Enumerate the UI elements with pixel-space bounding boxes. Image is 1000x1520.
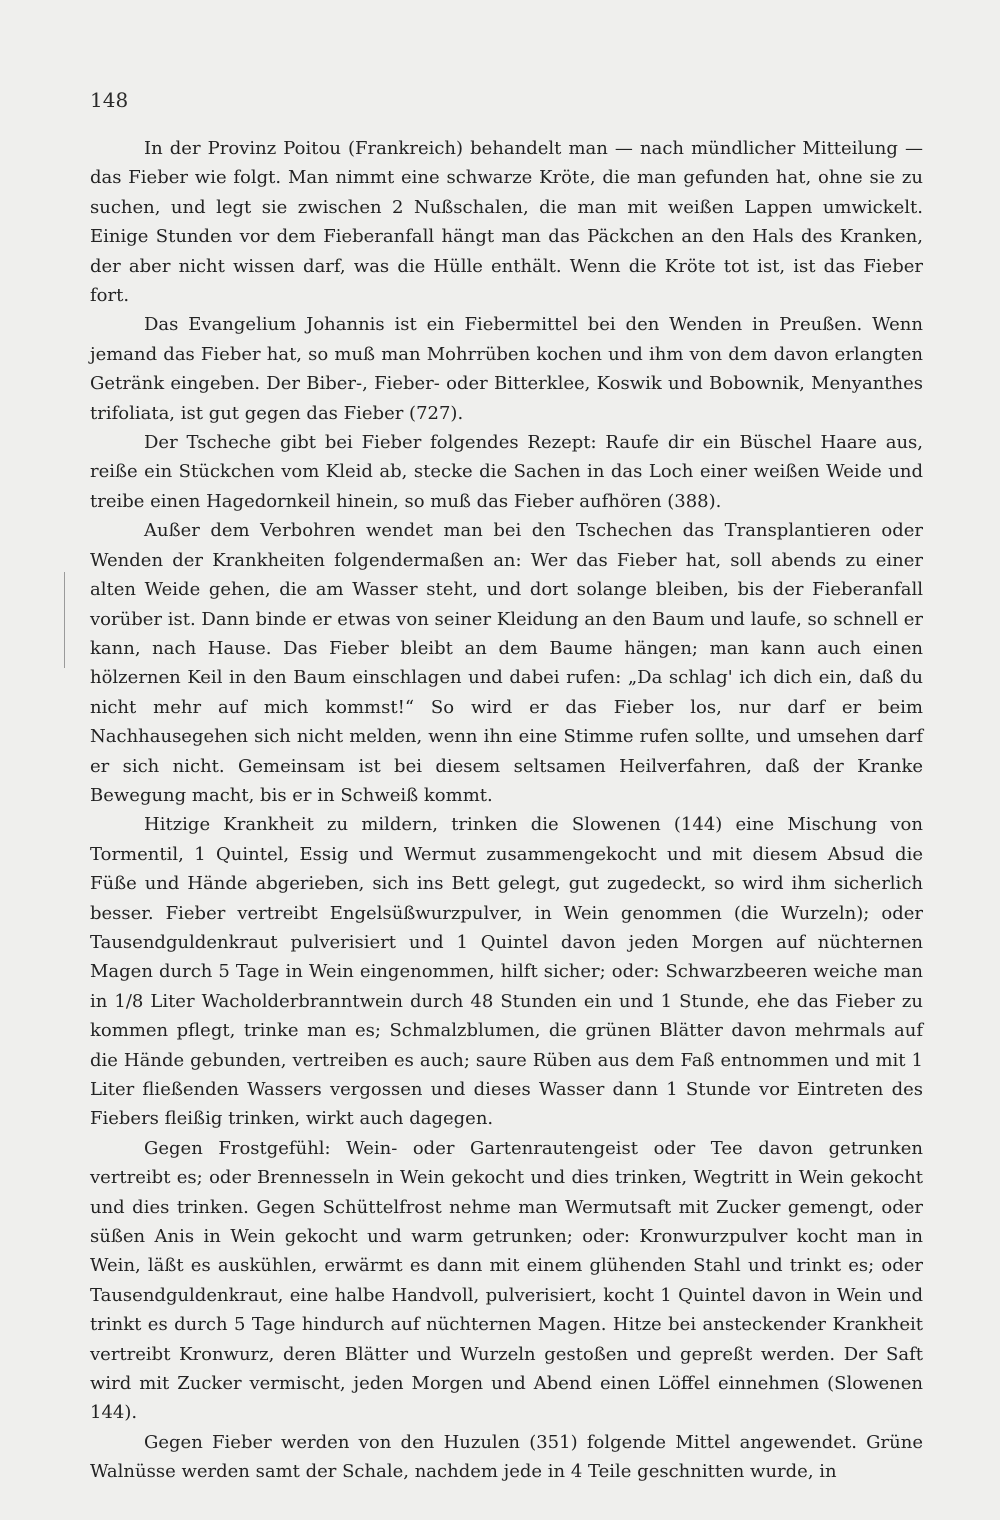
- paragraph-poitou-fever: In der Provinz Poitou (Frankreich) behandelt man — nach mündlicher Mitteilung — das Fieber wie folgt. Man nimmt eine schwarze Kröte, die man gefunden hat, ohne sie zu suchen, und legt sie zwischen 2 Nußschalen, die man mit weißen Lappen umwickelt. Einige Stunden vor dem Fieberanfall hängt man das Päckchen an den Hals des Kranken, der aber nicht wissen darf, was die Hülle enthält. Wenn die Kröte tot ist, ist das Fieber fort.: [90, 138, 923, 307]
- paragraph-evangelium-johannis: Das Evangelium Johannis ist ein Fiebermittel bei den Wenden in Preußen. Wenn jemand das Fieber hat, so muß man Mohrrüben kochen und ihm von dem davon erlangten Getränk eingeben. Der Biber-, Fieber- oder Bitterklee, Koswik und Bobownik, Menyanthes trifoliata, ist gut gegen das Fieber (727).: [90, 314, 923, 424]
- body-text: [90, 134, 923, 1487]
- paragraph-frostgefuehl: Gegen Frostgefühl: Wein- oder Gartenrautengeist oder Tee davon getrunken vertreibt es; oder Brennesseln in Wein gekocht und dies trinken, Wegtritt in Wein gekocht und dies trinken. Gegen Schüttelfrost nehme man Wermutsaft mit Zucker gemengt, oder süßen Anis in Wein gekocht und warm getrunken; oder: Kronwurzpulver kocht man in Wein, läßt es auskühlen, erwärmt es dann mit einem glühenden Stahl und trinkt es; oder Tausendguldenkraut, eine halbe Handvoll, pulverisiert, kocht 1 Quintel davon in Wein und trinkt es durch 5 Tage hindurch auf nüchternen Magen. Hitze bei ansteckender Krankheit vertreibt Kronwurz, deren Blätter und Wurzeln gestoßen und gepreßt werden. Der Saft wird mit Zucker vermischt, jeden Morgen und Abend einen Löffel einnehmen (Slowenen 144).: [90, 1137, 923, 1424]
- margin-pencil-mark: [64, 572, 65, 668]
- paragraph-verbohren-transplantieren: Außer dem Verbohren wendet man bei den Tschechen das Transplantieren oder Wenden der Krankheiten folgendermaßen an: Wer das Fieber hat, soll abends zu einer alten Weide gehen, die am Wasser steht, und dort solange bleiben, bis der Fieberanfall vorüber ist. Dann binde er etwas von seiner Kleidung an den Baum und laufe, so schnell er kann, nach Hause. Das Fieber bleibt an dem Baume hängen; man kann auch einen hölzernen Keil in den Baum einschlagen und dabei rufen: „Da schlag' ich dich ein, daß du nicht mehr auf mich kommst!“ So wird er das Fieber los, nur darf er beim Nachhausegehen sich nicht melden, wenn ihn eine Stimme rufen sollte, und umsehen darf er sich nicht. Gemeinsam ist bei diesem seltsamen Heilverfahren, daß der Kranke Bewegung macht, bis er in Schweiß kommt.: [90, 520, 923, 806]
- paragraph-hitzige-krankheit: Hitzige Krankheit zu mildern, trinken die Slowenen (144) eine Mischung von Tormentil, 1 Quintel, Essig und Wermut zusammengekocht und mit diesem Absud die Füße und Hände abgerieben, sich ins Bett gelegt, gut zugedeckt, so wird ihm sicherlich besser. Fieber vertreibt Engelsüßwurzpulver, in Wein genommen (die Wurzeln); oder Tausendguldenkraut pulverisiert und 1 Quintel davon jeden Morgen auf nüchternen Magen durch 5 Tage in Wein eingenommen, hilft sicher; oder: Schwarzbeeren weiche man in 1/8 Liter Wacholderbranntwein durch 48 Stunden ein und 1 Stunde, ehe das Fieber zu kommen pflegt, trinke man es; Schmalzblumen, die grünen Blätter davon mehrmals auf die Hände gebunden, vertreiben es auch; saure Rüben aus dem Faß entnommen und mit 1 Liter fließenden Wassers vergossen und dieses Wasser dann 1 Stunde vor Eintreten des Fiebers fleißig trinken, wirkt auch dagegen.: [90, 814, 923, 1130]
- paragraph-tscheche-rezept: Der Tscheche gibt bei Fieber folgendes Rezept: Raufe dir ein Büschel Haare aus, reiße ein Stückchen vom Kleid ab, stecke die Sachen in das Loch einer weißen Weide und treibe einen Hagedornkeil hinein, so muß das Fieber aufhören (388).: [90, 432, 923, 512]
- paragraph-huzulen: Gegen Fieber werden von den Huzulen (351) folgende Mittel angewendet. Grüne Walnüsse werden samt der Schale, nachdem jede in 4 Teile geschnitten wurde, in: [90, 1431, 923, 1483]
- page-number: 148: [90, 88, 129, 112]
